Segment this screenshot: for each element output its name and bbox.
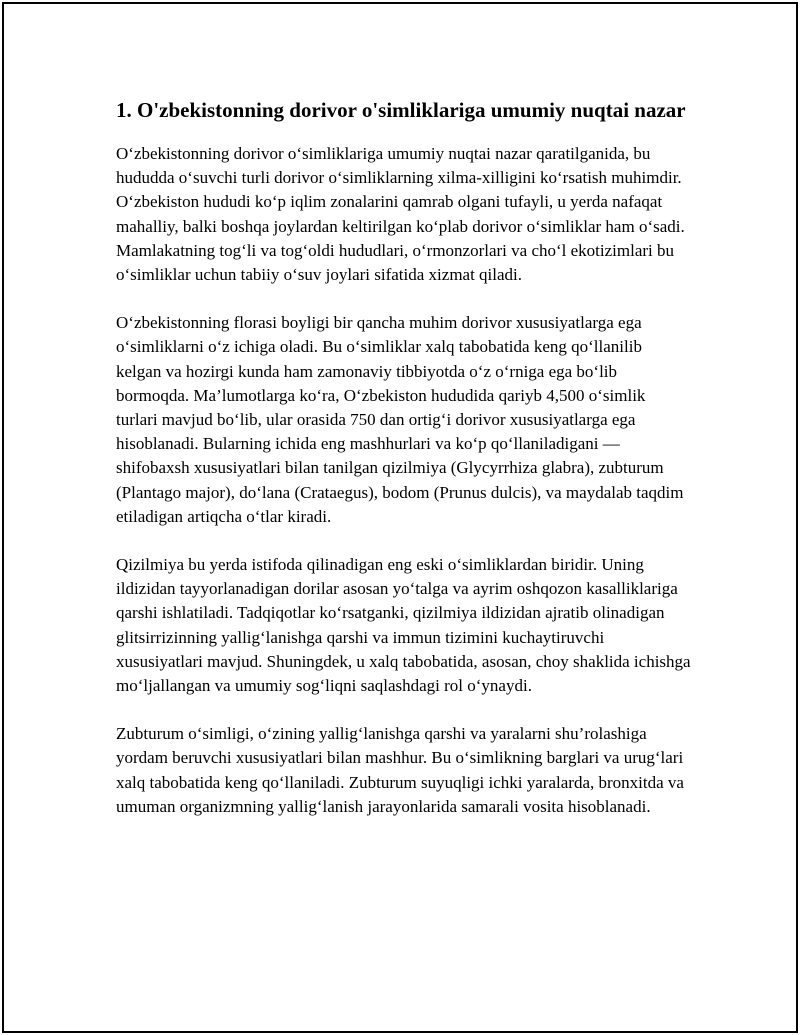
paragraph-zubturum: Zubturum o‘simligi, o‘zining yallig‘lanishga qarshi va yaralarni shu’rolashiga yordam beruvchi xususiyatlari bilan mashhur. Bu o‘simlikning barglari va urug‘lari xalq tabobatida keng qo‘llaniladi. Zubturum suyuqligi ichki yaralarda, bronxitda va umuman organizmning yallig‘lanish jarayonlarida samarali vosita hisoblanadi.: [116, 724, 684, 816]
paragraph-flora: O‘zbekistonning florasi boyligi bir qancha muhim dorivor xususiyatlarga ega o‘simliklarni o‘z ichiga oladi. Bu o‘simliklar xalq tabobatida keng qo‘llanilib kelgan va hozirgi kunda ham zamonaviy tibbiyotda o‘z o‘rniga ega bo‘lib bormoqda. Ma’lumotlarga ko‘ra, O‘zbekiston hududida qariyb 4,500 o‘simlik turlari mavjud bo‘lib, ular orasida 750 dan ortig‘i dorivor xususiyatlarga ega hisoblanadi. Bularning ichida eng mashhurlari va ko‘p qo‘llaniladigani — shifobaxsh xususiyatlari bilan tanilgan qizilmiya (Glycyrrhiza glabra), zubturum (Plantago major), do‘lana (Crataegus), bodom (Prunus dulcis), va maydalab taqdim etiladigan artiqcha o‘tlar kiradi.: [116, 313, 684, 526]
section-heading: 1. O'zbekistonning dorivor o'simliklariga umumiy nuqtai nazar: [116, 98, 686, 122]
paragraph-overview: O‘zbekistonning dorivor o‘simliklariga umumiy nuqtai nazar qaratilganida, bu hududda o‘suvchi turli dorivor o‘simliklarning xilma-xilligini ko‘rsatish muhimdir. O‘zbekiston hududi ko‘p iqlim zonalarini qamrab olgani tufayli, u yerda nafaqat mahalliy, balki boshqa joylardan keltirilgan ko‘plab dorivor o‘simliklar ham o‘sadi. Mamlakatning tog‘li va tog‘oldi hududlari, o‘rmonzorlari va cho‘l ekotizimlari bu o‘simliklar uchun tabiiy o‘suv joylari sifatida xizmat qiladi.: [116, 144, 685, 285]
document-body: [116, 96, 691, 843]
paragraph-qizilmiya: Qizilmiya bu yerda istifoda qilinadigan eng eski o‘simliklardan biridir. Uning ildizidan tayyorlanadigan dorilar asosan yo‘talga va ayrim oshqozon kasalliklariga qarshi ishlatiladi. Tadqiqotlar ko‘rsatganki, qizilmiya ildizidan ajratib olinadigan glitsirrizinning yallig‘lanishga qarshi va immun tizimini kuchaytiruvchi xususiyatlari mavjud. Shuningdek, u xalq tabobatida, asosan, choy shaklida ichishga mo‘ljallangan va umumiy sog‘liqni saqlashdagi rol o‘ynaydi.: [116, 555, 691, 696]
